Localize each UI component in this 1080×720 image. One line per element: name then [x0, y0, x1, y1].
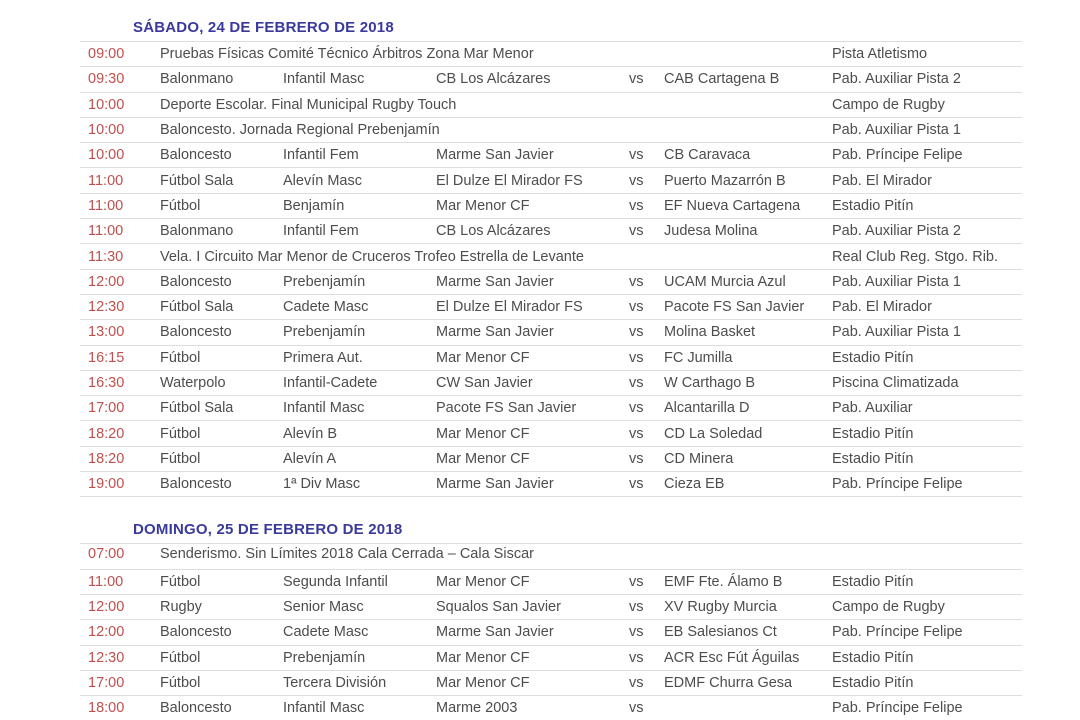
time-cell: 12:00: [88, 599, 125, 616]
category-cell: Segunda Infantil: [283, 573, 388, 590]
schedule-row: [80, 345, 1022, 370]
vs-label: vs: [629, 700, 644, 717]
home-team-cell: Marme 2003: [436, 700, 518, 717]
time-cell: 09:30: [88, 71, 125, 88]
home-team-cell: El Dulze El Mirador FS: [436, 299, 583, 316]
schedule-row: [80, 193, 1022, 218]
schedule-row: [80, 167, 1022, 192]
sport-cell: Baloncesto: [160, 624, 232, 641]
sport-cell: Fútbol: [160, 425, 201, 442]
venue-cell: Pab. Auxiliar Pista 2: [832, 223, 961, 240]
section-title: SÁBADO, 24 DE FEBRERO DE 2018: [133, 19, 394, 36]
away-team-cell: ACR Esc Fút Águilas: [664, 649, 800, 666]
home-team-cell: Mar Menor CF: [436, 674, 530, 691]
away-team-cell: EMF Fte. Álamo B: [664, 573, 783, 590]
home-team-cell: CW San Javier: [436, 375, 533, 391]
venue-cell: Campo de Rugby: [832, 599, 945, 616]
venue-cell: Pab. Auxiliar Pista 1: [832, 122, 961, 139]
time-cell: 13:00: [88, 324, 125, 341]
venue-cell: Estadio Pitín: [832, 573, 914, 590]
category-cell: Prebenjamín: [283, 324, 366, 341]
vs-label: vs: [629, 197, 644, 214]
schedule-row-event: [80, 117, 1022, 142]
vs-label: vs: [629, 273, 644, 290]
time-cell: 18:20: [88, 425, 125, 442]
schedule-row: [80, 370, 1022, 395]
vs-label: vs: [629, 425, 644, 442]
time-cell: 10:00: [88, 122, 125, 139]
vs-label: vs: [629, 450, 644, 467]
time-cell: 11:00: [88, 223, 124, 240]
away-team-cell: EF Nueva Cartagena: [664, 197, 801, 214]
venue-cell: Estadio Pitín: [832, 197, 914, 214]
sport-cell: Baloncesto: [160, 147, 232, 164]
venue-cell: Pab. Príncipe Felipe: [832, 476, 963, 493]
sport-cell: Fútbol Sala: [160, 299, 234, 316]
category-cell: Infantil-Cadete: [283, 375, 378, 391]
venue-cell: Estadio Pitín: [832, 425, 914, 442]
time-cell: 12:30: [88, 299, 125, 316]
away-team-cell: Judesa Molina: [664, 223, 758, 240]
home-team-cell: Mar Menor CF: [436, 349, 530, 366]
time-cell: 17:00: [88, 400, 125, 417]
category-cell: Infantil Fem: [283, 223, 359, 240]
schedule-row-event: [80, 243, 1022, 268]
schedule-row: [80, 218, 1022, 243]
time-cell: 16:30: [88, 375, 125, 391]
category-cell: Prebenjamín: [283, 273, 366, 290]
venue-cell: Piscina Climatizada: [832, 375, 959, 391]
sport-cell: Baloncesto: [160, 324, 232, 341]
time-cell: 19:00: [88, 476, 125, 493]
vs-label: vs: [629, 71, 644, 88]
away-team-cell: Molina Basket: [664, 324, 756, 341]
vs-label: vs: [629, 349, 644, 366]
category-cell: Cadete Masc: [283, 299, 369, 316]
sport-cell: Baloncesto: [160, 700, 232, 717]
sport-cell: Balonmano: [160, 71, 234, 88]
time-cell: 11:00: [88, 197, 124, 214]
venue-cell: Pista Atletismo: [832, 46, 928, 63]
schedule-row-event: [80, 92, 1022, 117]
schedule-section: [80, 14, 1022, 497]
away-team-cell: FC Jumilla: [664, 349, 733, 366]
schedule-row: [80, 695, 1022, 720]
time-cell: 16:15: [88, 349, 125, 366]
schedule-row: [80, 594, 1022, 619]
away-team-cell: EDMF Churra Gesa: [664, 674, 793, 691]
event-description-cell: Vela. I Circuito Mar Menor de Cruceros Trofeo Estrella de Levante: [160, 248, 584, 265]
vs-label: vs: [629, 599, 644, 616]
sport-cell: Fútbol: [160, 674, 201, 691]
away-team-cell: W Carthago B: [664, 375, 756, 391]
vs-label: vs: [629, 624, 644, 641]
vs-label: vs: [629, 375, 644, 391]
venue-cell: Estadio Pitín: [832, 674, 914, 691]
sport-cell: Rugby: [160, 599, 202, 616]
venue-cell: Campo de Rugby: [832, 96, 945, 113]
category-cell: Alevín Masc: [283, 172, 362, 189]
venue-cell: Pab. Príncipe Felipe: [832, 624, 963, 641]
schedule-row-event: [80, 41, 1022, 66]
schedule-row: [80, 66, 1022, 91]
vs-label: vs: [629, 324, 644, 341]
time-cell: 18:20: [88, 450, 125, 467]
venue-cell: Pab. Príncipe Felipe: [832, 700, 963, 717]
event-description-cell: Deporte Escolar. Final Municipal Rugby Touch: [160, 96, 457, 113]
category-cell: Prebenjamín: [283, 649, 366, 666]
schedule-row: [80, 569, 1022, 594]
time-cell: 12:00: [88, 624, 125, 641]
schedule-row: [80, 670, 1022, 695]
time-cell: 17:00: [88, 674, 125, 691]
away-team-cell: CAB Cartagena B: [664, 71, 780, 88]
home-team-cell: Mar Menor CF: [436, 573, 530, 590]
vs-label: vs: [629, 649, 644, 666]
category-cell: Alevín A: [283, 450, 337, 467]
category-cell: Alevín B: [283, 425, 337, 442]
schedule-row: [80, 645, 1022, 670]
category-cell: Infantil Masc: [283, 400, 365, 417]
schedule-row: [80, 142, 1022, 167]
time-cell: 11:00: [88, 172, 124, 189]
venue-cell: Pab. Auxiliar: [832, 400, 913, 417]
vs-label: vs: [629, 147, 644, 164]
time-cell: 07:00: [88, 546, 125, 563]
home-team-cell: Marme San Javier: [436, 147, 554, 164]
venue-cell: Estadio Pitín: [832, 649, 914, 666]
home-team-cell: Pacote FS San Javier: [436, 400, 577, 417]
away-team-cell: CB Caravaca: [664, 147, 751, 164]
sport-cell: Fútbol Sala: [160, 400, 234, 417]
schedule-section: [80, 515, 1022, 720]
home-team-cell: Mar Menor CF: [436, 425, 530, 442]
event-description-cell: Pruebas Físicas Comité Técnico Árbitros Zona Mar Menor: [160, 46, 534, 63]
vs-label: vs: [629, 476, 644, 493]
time-cell: 11:30: [88, 248, 124, 265]
vs-label: vs: [629, 172, 644, 189]
category-cell: Infantil Masc: [283, 71, 365, 88]
schedule-row: [80, 269, 1022, 294]
away-team-cell: Puerto Mazarrón B: [664, 172, 786, 189]
schedule-row-event: [80, 543, 1022, 568]
home-team-cell: CB Los Alcázares: [436, 223, 551, 240]
venue-cell: Estadio Pitín: [832, 349, 914, 366]
sport-cell: Fútbol: [160, 573, 201, 590]
away-team-cell: EB Salesianos Ct: [664, 624, 777, 641]
category-cell: Benjamín: [283, 197, 345, 214]
home-team-cell: Marme San Javier: [436, 273, 554, 290]
home-team-cell: Mar Menor CF: [436, 649, 530, 666]
venue-cell: Pab. Príncipe Felipe: [832, 147, 963, 164]
section-title: DOMINGO, 25 DE FEBRERO DE 2018: [133, 520, 403, 538]
schedule-row: [80, 446, 1022, 471]
sport-cell: Fútbol: [160, 349, 201, 366]
category-cell: Senior Masc: [283, 599, 364, 616]
time-cell: 09:00: [88, 46, 125, 63]
home-team-cell: Squalos San Javier: [436, 599, 561, 616]
vs-label: vs: [629, 674, 644, 691]
vs-label: vs: [629, 400, 644, 417]
sport-cell: Waterpolo: [160, 375, 226, 391]
category-cell: Infantil Masc: [283, 700, 365, 717]
schedule-row: [80, 420, 1022, 445]
away-team-cell: Pacote FS San Javier: [664, 299, 805, 316]
home-team-cell: El Dulze El Mirador FS: [436, 172, 583, 189]
home-team-cell: Mar Menor CF: [436, 197, 530, 214]
venue-cell: Pab. Auxiliar Pista 2: [832, 71, 961, 88]
venue-cell: Pab. Auxiliar Pista 1: [832, 273, 961, 290]
away-team-cell: UCAM Murcia Azul: [664, 273, 786, 290]
sport-cell: Fútbol: [160, 450, 201, 467]
sport-cell: Baloncesto: [160, 476, 232, 493]
time-cell: 11:00: [88, 573, 124, 590]
sport-cell: Baloncesto: [160, 273, 232, 290]
time-cell: 10:00: [88, 96, 125, 113]
time-cell: 18:00: [88, 700, 125, 717]
vs-label: vs: [629, 573, 644, 590]
venue-cell: Pab. Auxiliar Pista 1: [832, 324, 961, 341]
venue-cell: Pab. El Mirador: [832, 299, 932, 316]
category-cell: Cadete Masc: [283, 624, 369, 641]
home-team-cell: Mar Menor CF: [436, 450, 530, 467]
away-team-cell: Cieza EB: [664, 476, 725, 493]
home-team-cell: Marme San Javier: [436, 624, 554, 641]
venue-cell: Estadio Pitín: [832, 450, 914, 467]
home-team-cell: Marme San Javier: [436, 324, 554, 341]
venue-cell: Real Club Reg. Stgo. Rib.: [832, 248, 999, 265]
schedule-row: [80, 319, 1022, 344]
away-team-cell: CD La Soledad: [664, 425, 763, 442]
away-team-cell: CD Minera: [664, 450, 734, 467]
time-cell: 12:30: [88, 649, 125, 666]
sport-cell: Balonmano: [160, 223, 234, 240]
schedule-row: [80, 294, 1022, 319]
event-description-cell: Baloncesto. Jornada Regional Prebenjamín: [160, 122, 440, 139]
sport-cell: Fútbol: [160, 649, 201, 666]
time-cell: 10:00: [88, 147, 125, 164]
schedule-table: [80, 14, 1022, 720]
vs-label: vs: [629, 223, 644, 240]
category-cell: 1ª Div Masc: [283, 476, 361, 493]
category-cell: Tercera División: [283, 674, 387, 691]
home-team-cell: Marme San Javier: [436, 476, 554, 493]
venue-cell: Pab. El Mirador: [832, 172, 932, 189]
away-team-cell: XV Rugby Murcia: [664, 599, 777, 616]
schedule-row: [80, 395, 1022, 420]
schedule-row: [80, 471, 1022, 497]
category-cell: Infantil Fem: [283, 147, 359, 164]
time-cell: 12:00: [88, 273, 125, 290]
schedule-row: [80, 619, 1022, 644]
vs-label: vs: [629, 299, 644, 316]
category-cell: Primera Aut.: [283, 349, 363, 366]
away-team-cell: Alcantarilla D: [664, 400, 750, 417]
sport-cell: Fútbol: [160, 197, 201, 214]
event-description-cell: Senderismo. Sin Límites 2018 Cala Cerrada – Cala Siscar: [160, 546, 534, 563]
home-team-cell: CB Los Alcázares: [436, 71, 551, 88]
sport-cell: Fútbol Sala: [160, 172, 234, 189]
